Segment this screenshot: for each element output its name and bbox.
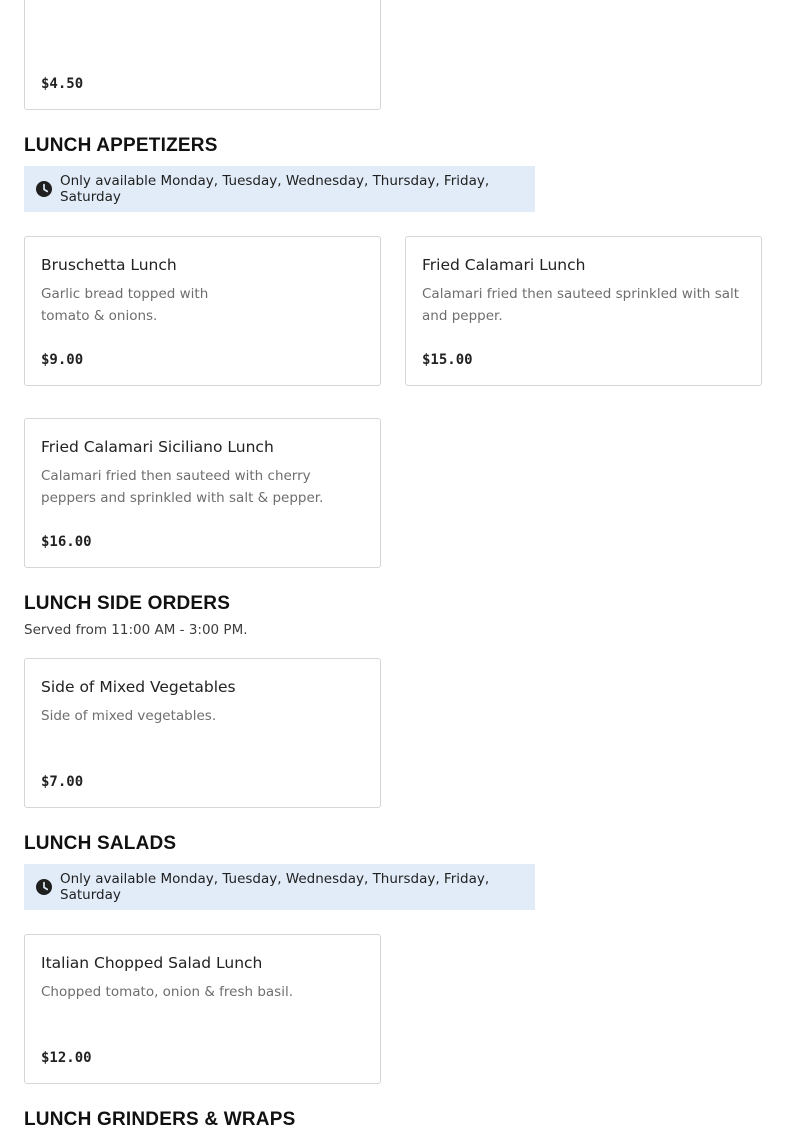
menu-item-price: $9.00 (41, 352, 84, 368)
clock-icon (36, 181, 52, 197)
menu-item-description: Calamari fried then sauteed with cherry peppers and sprinkled with salt & pepper. (41, 468, 324, 506)
menu-item-card[interactable] (24, 418, 381, 568)
menu-item-price: $12.00 (41, 1050, 92, 1066)
menu-item-description: Calamari fried then sauteed sprinkled with salt and pepper. (422, 286, 740, 324)
menu-item-card[interactable] (24, 0, 381, 110)
menu-item-description: Chopped tomato, onion & fresh basil. (41, 984, 294, 1000)
menu-item-card[interactable] (24, 934, 381, 1084)
menu-item-description: Side of mixed vegetables. (41, 708, 217, 724)
menu-item-name: Bruschetta Lunch (41, 256, 177, 274)
menu-item-name: Side of Mixed Vegetables (41, 678, 236, 696)
section-heading-lunch-appetizers: LUNCH APPETIZERS (24, 135, 218, 156)
availability-text: Only available Monday, Tuesday, Wednesday, Thursday, Friday, Saturday (60, 173, 490, 205)
availability-text: Only available Monday, Tuesday, Wednesday, Thursday, Friday, Saturday (60, 871, 490, 903)
menu-item-card[interactable] (405, 236, 762, 386)
menu-item-name: Fried Calamari Siciliano Lunch (41, 438, 274, 456)
menu-item-price: $15.00 (422, 352, 473, 368)
menu-item-card[interactable] (24, 236, 381, 386)
section-heading-lunch-grinders-wraps: LUNCH GRINDERS & WRAPS (24, 1109, 296, 1130)
menu-item-name: Italian Chopped Salad Lunch (41, 954, 263, 972)
menu-item-description: Garlic bread topped with tomato & onions. (41, 286, 209, 324)
availability-banner (24, 166, 535, 212)
menu-item-card[interactable] (24, 658, 381, 808)
menu-item-price: $16.00 (41, 534, 92, 550)
availability-banner (24, 864, 535, 910)
menu-item-price: $4.50 (41, 76, 84, 92)
section-heading-lunch-salads: LUNCH SALADS (24, 833, 177, 854)
menu-item-price: $7.00 (41, 774, 84, 790)
menu-item-name: Fried Calamari Lunch (422, 256, 586, 274)
section-heading-lunch-side-orders: LUNCH SIDE ORDERS (24, 593, 231, 614)
clock-icon (36, 879, 52, 895)
section-serving-hours: Served from 11:00 AM - 3:00 PM. (24, 622, 248, 638)
